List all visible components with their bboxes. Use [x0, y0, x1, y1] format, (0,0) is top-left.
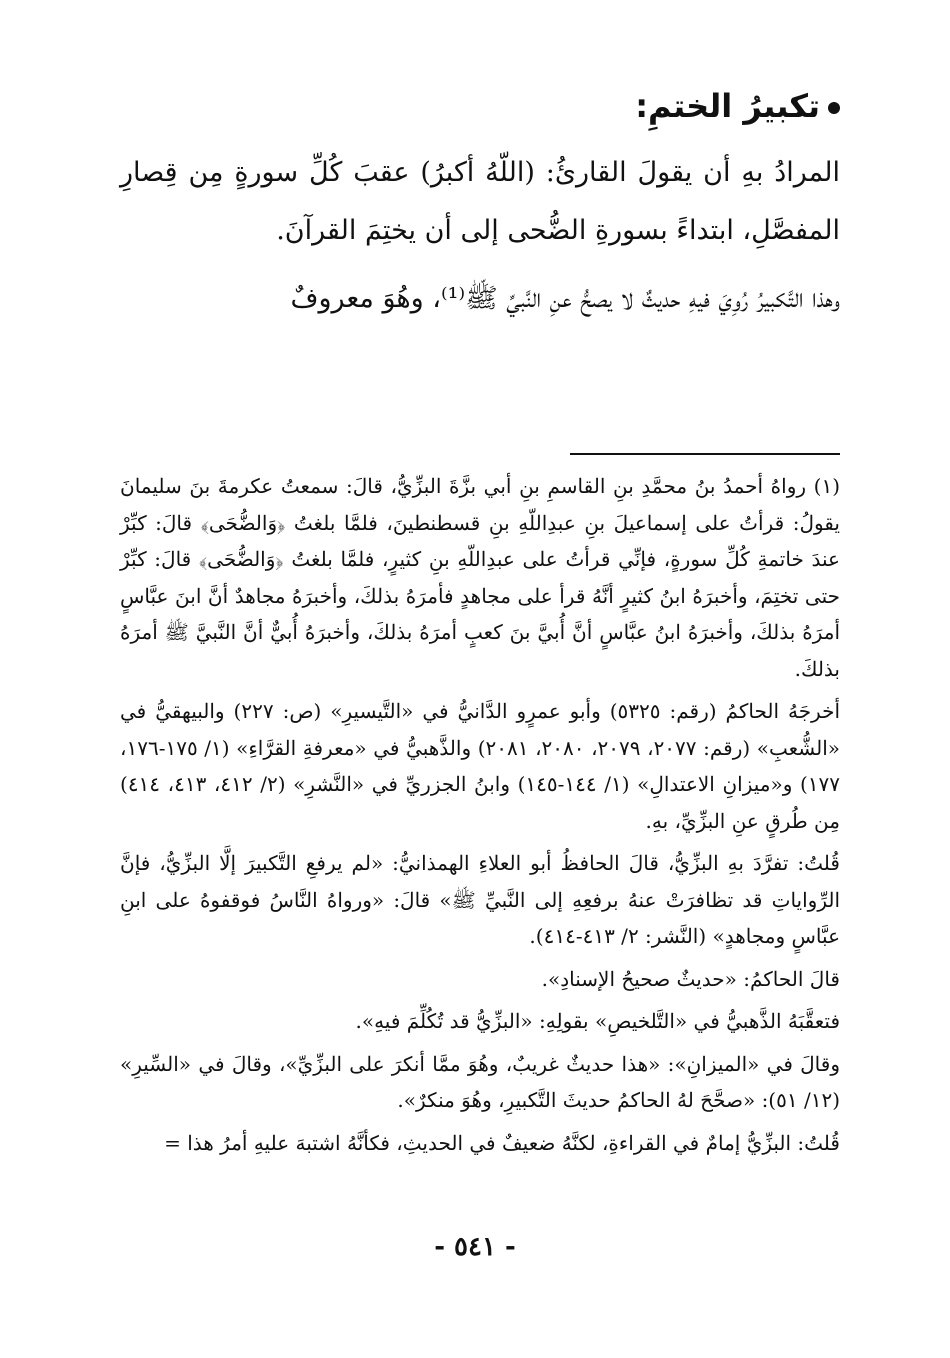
footnote-hakim: قالَ الحاكمُ: «حديثٌ صحيحُ الإسنادِ».	[541, 966, 840, 991]
footnotes-section	[120, 468, 840, 1167]
bullet-icon	[828, 102, 840, 114]
footnote-narration: (١) رواهُ أحمدُ بنُ محمَّدِ بنِ القاسمِ بنِ أبي بزَّةَ البزِّيُّ، قالَ: سمعتُ عكرمةَ بنَ سليمانَ يقولُ: قرأتُ على إسماعيلَ بنِ عبدِاللّهِ بنِ قسطنطينَ، فلمَّا بلغتُ ﴿وَالضُّحَى﴾ قالَ: كبِّرْ عندَ خاتمةِ كُلِّ سورةٍ، فإنِّي قرأتُ على عبدِاللّهِ بنِ كثيرٍ، فلمَّا بلغتُ ﴿وَالضُّحَى﴾ قالَ: كبِّرْ حتى تختِمَ، وأخبرَهُ ابنُ كثيرٍ أنَّهُ قرأ على مجاهدٍ فأمرَهُ بذلكَ، وأخبرَهُ مجاهدٌ أنَّ ابنَ عبَّاسٍ أمرَهُ بذلكَ، وأخبرَهُ ابنُ عبَّاسٍ أنَّ أُبيَّ بنَ كعبٍ أمرَهُ بذلكَ، وأخبرَهُ أُبيٌّ أنَّ النَّبيَّ ﷺ أمرَهُ بذلكَ.	[120, 474, 840, 681]
page-number: - ٥٤١ -	[434, 1232, 516, 1262]
section-heading-text: تكبيرُ الختمِ:	[635, 87, 820, 125]
footnote-conclusion: قُلتُ: البزِّيُّ إمامٌ في القراءةِ، لكنَّهُ ضعيفٌ في الحديثِ، فكأنَّهُ اشتبهَ عليهِ أمرُ هذا =	[164, 1130, 840, 1155]
section-heading	[120, 80, 840, 132]
main-paragraph-definition: المرادُ بهِ أن يقولَ القارئُ: (اللّهُ أكبرُ) عقبَ كُلِّ سورةٍ مِن قِصارِ المفصَّلِ، ابتداءً بسورةِ الضُّحى إلى أن يختِمَ القرآنَ.	[120, 157, 840, 246]
document-page	[120, 80, 841, 1155]
footnote-dhahabi-mizan: وقالَ في «الميزانِ»: «هذا حديثٌ غريبٌ، وهُوَ ممَّا أنكرَ على البزِّيِّ»، وقالَ في «السِّيرِ» (١٢/ ٥١): «صحَّحَ لهُ الحاكمُ حديثَ التَّكبيرِ، وهُوَ منكرٌ».	[120, 1051, 840, 1112]
footnote-sources: أخرجَهُ الحاكمُ (رقم: ٥٣٢٥) وأبو عمرٍو الدَّانيُّ في «التَّيسيرِ» (ص: ٢٢٧) والبيهقيُّ في «الشُّعبِ» (رقم: ٢٠٧٧، ٢٠٧٩، ٢٠٨٠، ٢٠٨١) والذَّهبيُّ في «معرفةِ القرَّاءِ» (١/ ١٧٥-١٧٦، ١٧٧) و«ميزانِ الاعتدالِ» (١/ ١٤٤-١٤٥) وابنُ الجزريِّ في «النَّشرِ» (٢/ ٤١٢، ٤١٣، ٤١٤) مِن طُرقٍ عنِ البزِّيِّ، بهِ.	[120, 699, 841, 833]
footnote-divider	[570, 453, 840, 455]
footnote-comment: قُلتُ: تفرَّدَ بهِ البزِّيُّ، قالَ الحافظُ أبو العلاءِ الهمذانيُّ: «لم يرفعِ التَّكبيرَ إلَّا البزِّيُّ، فإنَّ الرِّواياتِ قد تظافرَتْ عنهُ برفعِهِ إلى النَّبيِّ ﷺ» قالَ: «ورواهُ النَّاسُ فوقفوهُ على ابنِ عبَّاسٍ ومجاهدٍ» (النَّشر: ٢/ ٤١٣-٤١٤).	[120, 851, 840, 948]
main-paragraph-hadith: وهذا التَّكبيرُ رُوِيَ فيهِ حديثٌ لا يصحُّ عنِ النَّبيِّ ﷺ⁽¹⁾، وهُوَ معروفٌ	[290, 283, 840, 314]
footnote-dhahabi-talkhis: فتعقَّبَهُ الذَّهبيُّ في «التَّلخيصِ» بقولِهِ: «البزِّيُّ قد تُكُلِّمَ فيهِ».	[355, 1009, 840, 1033]
